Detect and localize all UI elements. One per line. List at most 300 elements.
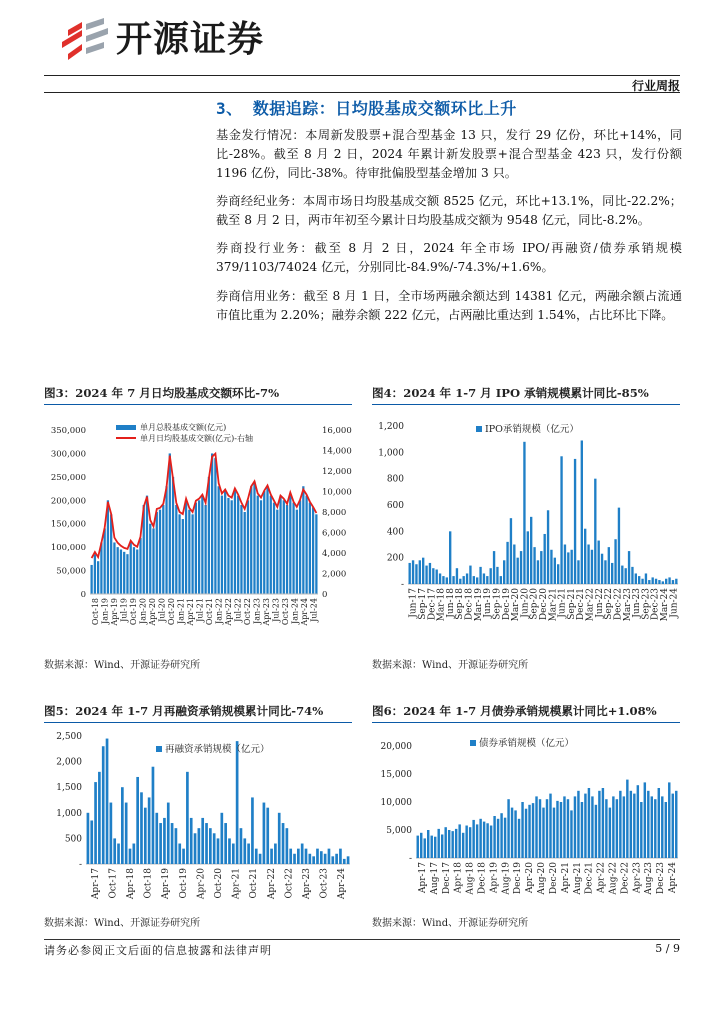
bar (630, 791, 632, 858)
bar (456, 568, 458, 584)
bar (149, 524, 151, 594)
bar (123, 552, 125, 594)
x-tick-label: Oct-22 (284, 868, 295, 899)
bar (162, 505, 164, 594)
x-tick-label: Apr-24 (668, 862, 679, 894)
bar (266, 486, 268, 594)
bar (422, 558, 424, 584)
bar (608, 547, 610, 584)
figure-5-source: 数据来源：Wind、开源证券研究所 (44, 918, 201, 929)
bar (312, 856, 315, 864)
bar (648, 580, 650, 584)
x-tick-label: Dec-19 (513, 862, 524, 895)
bar (563, 796, 565, 858)
bar (581, 440, 583, 584)
bar (511, 808, 513, 858)
bar (152, 528, 154, 594)
bar (441, 834, 443, 858)
bar (420, 833, 422, 858)
y-right-tick-label: 0 (322, 590, 328, 600)
bar (472, 820, 474, 858)
bar (507, 799, 509, 858)
bar (94, 782, 97, 864)
bar (513, 545, 515, 585)
bar (117, 844, 120, 864)
bar (120, 549, 122, 594)
bar (237, 496, 239, 594)
figure-5-title: 图5：2024 年 1-7 月再融资承销规模累计同比-74% (44, 704, 324, 718)
bar (309, 503, 311, 594)
legend-label: 债券承销规模（亿元） (479, 738, 575, 749)
bar (523, 442, 525, 584)
bar (463, 576, 465, 584)
figure-3-chart (44, 412, 352, 630)
bar (546, 799, 548, 858)
bar (144, 808, 147, 864)
bar (211, 453, 213, 594)
bar (587, 545, 589, 585)
bar (244, 512, 246, 594)
x-tick-label: Sep-20 (529, 588, 540, 620)
x-tick-label: Aug-23 (644, 862, 655, 895)
figure-4-source: 数据来源：Wind、开源证券研究所 (372, 660, 529, 671)
bar (273, 503, 275, 594)
x-tick-label: Jun-21 (557, 588, 568, 618)
bar (595, 805, 597, 858)
x-tick-label: Jan-20 (138, 598, 148, 625)
bar (611, 563, 613, 584)
bar (621, 566, 623, 584)
bar (616, 799, 618, 858)
bar (263, 491, 265, 594)
bar (270, 849, 273, 864)
x-tick-label: Jul-24 (309, 598, 319, 622)
bar (133, 547, 135, 594)
x-tick-label: Apr-19 (161, 868, 172, 900)
bar (601, 554, 603, 584)
y-right-tick-label: 8,000 (322, 508, 347, 518)
bar (455, 829, 457, 858)
bar (227, 498, 229, 594)
bar (201, 496, 203, 594)
x-tick-label: Dec-20 (539, 588, 549, 621)
legend-label: 再融资承销规模（亿元） (165, 744, 270, 755)
bar (668, 782, 670, 858)
legend-swatch-bars (116, 425, 136, 430)
y-tick-label: - (400, 580, 404, 590)
x-tick-label: Aug-18 (465, 862, 476, 895)
y-left-tick-label: 200,000 (50, 496, 86, 507)
bar (110, 803, 113, 864)
bar (652, 577, 654, 584)
bar (169, 453, 171, 594)
bar (434, 837, 436, 858)
x-tick-label: Mar-19 (473, 588, 484, 622)
bar (658, 580, 660, 584)
bar (602, 788, 604, 858)
bar (651, 796, 653, 858)
bar (665, 802, 667, 858)
x-tick-label: Mar-24 (660, 588, 671, 622)
legend-swatch (156, 746, 162, 752)
x-tick-label: Dec-23 (656, 862, 667, 895)
bar (550, 550, 552, 584)
bar (675, 791, 677, 858)
bar (584, 529, 586, 584)
header-divider (44, 75, 680, 76)
footer-disclaimer: 请务必参阅正文后面的信息披露和法律声明 (44, 944, 272, 957)
bar (156, 512, 158, 594)
x-tick-label: Oct-20 (166, 598, 176, 626)
bar (609, 808, 611, 858)
bar (537, 560, 539, 584)
section-title: 3、 数据追踪：日均股基成交额环比上升 (216, 99, 517, 118)
bar (305, 849, 308, 864)
bar (662, 581, 664, 584)
y-left-tick-label: 250,000 (50, 472, 86, 483)
bar (282, 823, 285, 864)
x-tick-label: Oct-23 (319, 868, 330, 899)
bar (493, 816, 495, 858)
bar (130, 542, 132, 594)
figure-3-title: 图3：2024 年 7 月日均股基成交额环比-7% (44, 386, 280, 400)
bar (644, 782, 646, 858)
bar (335, 854, 338, 864)
bar (201, 818, 204, 864)
bar (619, 791, 621, 858)
bar (567, 799, 569, 858)
x-tick-label: Apr-23 (261, 598, 271, 626)
bar (198, 828, 201, 864)
bar (221, 496, 223, 594)
bar (645, 573, 647, 584)
x-tick-label: Jan-19 (100, 598, 110, 625)
brand-logo-icon (60, 16, 112, 66)
bar (113, 838, 116, 864)
legend-label-line: 单月日均股基成交额(亿元)-右轴 (140, 434, 253, 443)
bar (90, 820, 93, 864)
bar (139, 538, 141, 594)
bar (544, 534, 546, 584)
x-tick-label: Mar-18 (436, 588, 447, 622)
bar (564, 545, 566, 585)
bar (257, 496, 259, 594)
bar (159, 510, 161, 594)
bar (465, 826, 467, 858)
bar (588, 788, 590, 858)
figure-6-title: 图6：2024 年 1-7 月债券承销规模累计同比+1.08% (372, 704, 657, 718)
bar (449, 531, 451, 584)
report-type-label: 行业周报 (631, 79, 680, 93)
bar (553, 808, 555, 858)
y-left-tick-label: 300,000 (50, 449, 86, 460)
bar (635, 573, 637, 584)
bar (500, 813, 502, 858)
x-tick-label: Mar-20 (511, 588, 522, 622)
legend-label-bars: 单月总股基成交额(亿元) (140, 423, 227, 432)
footer-divider (44, 939, 680, 940)
bar (479, 567, 481, 584)
bar (517, 558, 519, 584)
bar (598, 791, 600, 858)
bar (293, 854, 296, 864)
bar (126, 554, 128, 594)
bar (614, 539, 616, 584)
bar (236, 741, 239, 864)
bar (628, 551, 630, 584)
x-tick-label: Dec-22 (620, 862, 631, 895)
x-tick-label: Jun-20 (520, 588, 531, 618)
y-tick-label: - (78, 860, 82, 870)
x-tick-label: Oct-20 (214, 868, 224, 899)
bar (549, 794, 551, 858)
bar (276, 510, 278, 594)
bar (520, 551, 522, 584)
bar (459, 579, 461, 584)
bar (324, 854, 327, 864)
x-tick-label: Apr-22 (223, 598, 233, 626)
bar (155, 813, 158, 864)
bar (214, 458, 216, 594)
bar (476, 577, 478, 584)
bar (437, 829, 439, 858)
bar (665, 579, 667, 584)
bar (533, 547, 535, 584)
x-tick-label: Dec-21 (584, 862, 595, 895)
bar (278, 813, 281, 864)
bar (305, 496, 307, 594)
bar (172, 477, 174, 594)
y-right-tick-label: 16,000 (322, 426, 352, 436)
bar (672, 580, 674, 584)
bar (504, 818, 506, 858)
figure-6-rule (372, 722, 680, 723)
x-tick-label: Sep-17 (417, 588, 428, 620)
bar (347, 856, 350, 864)
bar (490, 568, 492, 584)
bar (136, 549, 138, 594)
bar (424, 838, 426, 858)
bar (594, 479, 596, 584)
bar (605, 799, 607, 858)
y-left-tick-label: 100,000 (50, 543, 86, 554)
bar (331, 856, 334, 864)
y-tick-label: 2,500 (56, 732, 82, 742)
bar (429, 563, 431, 584)
bar (301, 844, 304, 864)
bar (625, 568, 627, 584)
y-tick-label: 800 (386, 474, 404, 485)
bar (178, 514, 180, 594)
x-tick-label: Jul-21 (195, 598, 205, 622)
bar (320, 851, 323, 864)
bar (195, 503, 197, 594)
bar (560, 802, 562, 858)
x-tick-label: Aug-22 (608, 862, 619, 895)
bar (132, 844, 135, 864)
figure-6-chart (372, 728, 680, 900)
bar (171, 823, 174, 864)
bar (486, 823, 488, 858)
bar (302, 486, 304, 594)
bar (283, 500, 285, 594)
figure-5-chart (44, 728, 352, 900)
bar (121, 787, 124, 864)
bar (483, 822, 485, 858)
x-tick-label: Apr-18 (453, 862, 464, 894)
x-tick-label: Dec-18 (464, 588, 475, 621)
paragraph-brokerage: 券商经纪业务：本周市场日均股基成交额 8525 亿元，环比+13.1%，同比-22.2%；截至 8 月 2 日，两市年初至今累计日均股基成交额为 9548 亿元，同比-8.2%。 (216, 194, 682, 227)
page-number: 5 / 9 (655, 942, 680, 955)
bar (604, 560, 606, 584)
y-tick-label: 600 (386, 501, 404, 511)
bar (251, 797, 254, 864)
bar (623, 796, 625, 858)
bar (186, 772, 189, 864)
header-divider-lower (44, 92, 680, 93)
bar (521, 802, 523, 858)
bar (97, 561, 99, 594)
x-tick-label: Oct-17 (108, 868, 119, 899)
y-tick-label: 400 (386, 527, 404, 538)
y-left-tick-label: 50,000 (56, 566, 86, 577)
bar (419, 560, 421, 584)
x-tick-label: Apr-23 (302, 868, 312, 900)
bar (228, 838, 231, 864)
x-tick-label: Jun-23 (632, 588, 643, 618)
bar (185, 500, 187, 594)
bar (570, 810, 572, 858)
bar (224, 823, 227, 864)
bar (638, 576, 640, 584)
bar (159, 823, 162, 864)
x-tick-label: Aug-20 (537, 862, 548, 895)
paragraph-credit-business: 券商信用业务：截至 8 月 1 日，全市场两融余额达到 14381 亿元，两融余额占流通市值比重为 2.20%；融券余额 222 亿元，占两融比重达到 1.54%，占比环比下降。 (216, 289, 682, 322)
y-right-tick-label: 2,000 (322, 569, 347, 580)
y-tick-label: 15,000 (380, 770, 412, 780)
x-tick-label: Oct-21 (249, 868, 260, 899)
bar (125, 803, 128, 864)
bar (640, 802, 642, 858)
bar (591, 796, 593, 858)
bar (163, 818, 166, 864)
x-tick-label: Oct-23 (280, 598, 290, 626)
bar (626, 780, 628, 858)
x-tick-label: Jun-18 (445, 588, 456, 618)
x-tick-label: Apr-21 (185, 598, 195, 626)
x-tick-label: Dec-23 (650, 588, 661, 621)
bar (584, 794, 586, 858)
bar (289, 849, 292, 864)
bar (598, 541, 600, 584)
bar (476, 824, 478, 858)
bar (140, 792, 143, 864)
bar (270, 496, 272, 594)
bar (240, 505, 242, 594)
x-tick-label: Apr-22 (596, 862, 607, 894)
bar (232, 844, 235, 864)
bar (148, 797, 151, 864)
bar (483, 573, 485, 584)
x-tick-label: Apr-23 (632, 862, 643, 894)
bar (500, 576, 502, 584)
bar (535, 796, 537, 858)
x-tick-label: Apr-19 (109, 598, 119, 626)
x-tick-label: Mar-22 (585, 588, 596, 622)
figure-6-source: 数据来源：Wind、开源证券研究所 (372, 918, 529, 929)
bar (518, 819, 520, 858)
x-tick-label: Apr-17 (417, 862, 428, 894)
bar (260, 500, 262, 594)
bar (182, 519, 184, 594)
x-tick-label: Jun-17 (408, 588, 419, 618)
bar (106, 739, 109, 864)
bar (94, 554, 96, 594)
bar (458, 824, 460, 858)
bar (328, 849, 331, 864)
y-tick-label: - (408, 854, 412, 864)
bar (528, 805, 530, 858)
bar (514, 810, 516, 858)
bar (190, 818, 193, 864)
x-tick-label: Dec-22 (613, 588, 624, 621)
x-tick-label: Apr-22 (266, 868, 277, 900)
x-tick-label: Dec-17 (441, 862, 452, 895)
x-tick-label: Mar-21 (548, 588, 559, 622)
brand-name: 开源证券 (116, 19, 265, 60)
bar (469, 566, 471, 584)
x-tick-label: Aug-19 (501, 862, 512, 895)
bar (618, 508, 620, 584)
bar (637, 785, 639, 858)
y-left-tick-label: 350,000 (50, 426, 86, 436)
bar (547, 510, 549, 584)
bar (188, 510, 190, 594)
bar (129, 849, 132, 864)
figure-5-rule (44, 722, 352, 723)
bar (574, 459, 576, 584)
bar (234, 489, 236, 594)
bar (448, 830, 450, 858)
figure-4-title: 图4：2024 年 1-7 月 IPO 承销规模累计同比-85% (372, 386, 649, 400)
x-tick-label: Jan-21 (176, 598, 186, 625)
bar (462, 833, 464, 858)
x-tick-label: Dec-18 (477, 862, 488, 895)
x-tick-label: Sep-18 (455, 588, 466, 620)
bar (204, 505, 206, 594)
bar (209, 828, 212, 864)
x-tick-label: Jun-19 (483, 588, 494, 618)
legend-label: IPO承销规模（亿元） (485, 424, 579, 435)
bar (430, 836, 432, 858)
bar (253, 482, 255, 594)
bar (198, 500, 200, 594)
bar (213, 833, 216, 864)
bar (152, 767, 155, 864)
x-tick-label: Jun-22 (594, 588, 605, 618)
x-tick-label: Jul-19 (119, 598, 129, 622)
bar (165, 486, 167, 594)
bar (218, 486, 220, 594)
bar (631, 567, 633, 584)
bar (525, 809, 527, 858)
y-tick-label: 1,500 (56, 783, 82, 794)
y-tick-label: 5,000 (386, 826, 412, 836)
bar (542, 808, 544, 858)
bar (243, 838, 246, 864)
bar (655, 579, 657, 584)
bar (654, 799, 656, 858)
